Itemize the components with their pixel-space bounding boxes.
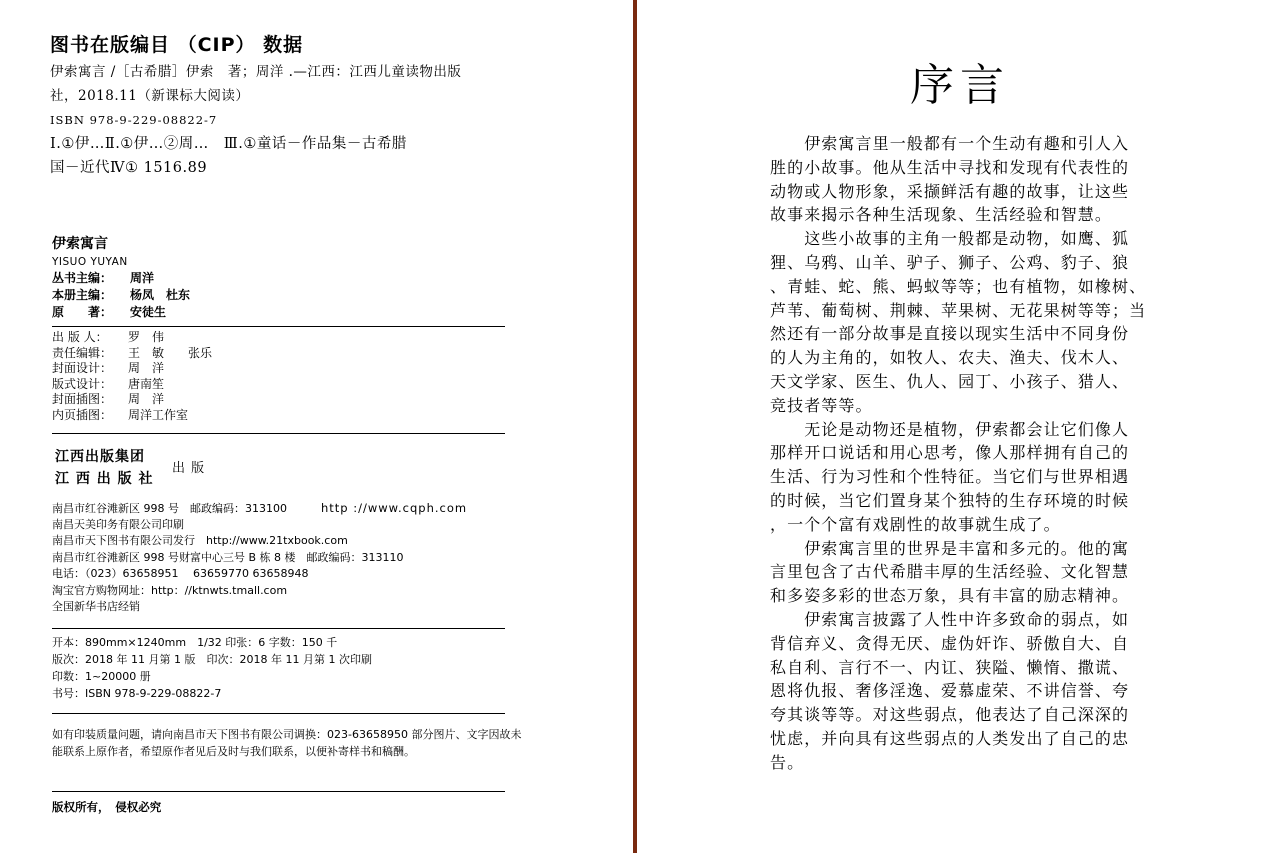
preface-line: 天文学家、医生、仇人、园丁、小孩子、猎人、	[770, 371, 1130, 391]
staff-value: 王 敏 张乐	[128, 345, 213, 360]
cip-classification: Ⅰ.①伊…Ⅱ.①伊…②周… Ⅲ.①童话－作品集－古希腊	[50, 136, 407, 152]
cip-line: 社，2018.11（新课标大阅读）	[50, 88, 250, 104]
preface-line: 芦苇、葡萄树、荆棘、苹果树、无花果树等等；当	[770, 300, 1147, 320]
preface-line: 动物或人物形象，采撷鲜活有趣的故事，让这些	[770, 181, 1130, 201]
book-spine	[633, 0, 637, 853]
publisher-url: http ://www.cqph.com	[320, 501, 468, 515]
preface-line: 生活、行为习性和个性特征。当它们与世界相遇	[770, 467, 1130, 487]
preface-line: 胜的小故事。他从生活中寻找和发现有代表性的	[770, 157, 1130, 177]
preface-line: 言里包含了古代希腊丰厚的生活经验、文化智慧	[770, 562, 1130, 582]
preface-line: 的人为主角的，如牧人、农夫、渔夫、伐木人、	[770, 348, 1130, 368]
preface-line: 、青蛙、蛇、熊、蚂蚁等等；也有植物，如橡树、	[770, 276, 1147, 296]
preface-line: 竞技者等等。	[770, 395, 873, 415]
credit-value: 杨凤 杜东	[130, 288, 191, 302]
preface-line: 伊索寓言里一般都有一个生动有趣和引人入	[770, 134, 1130, 153]
preface-line: 夸其谈等等。对这些弱点，他表达了自己深深的	[770, 705, 1130, 725]
book-info	[52, 234, 512, 321]
book-pinyin: YISUO YUYAN	[52, 256, 128, 268]
staff-label: 出 版 人：	[52, 330, 108, 344]
preface-line: ，一个个富有戏剧性的故事就生成了。	[770, 514, 1061, 534]
copyright-notice: 版权所有， 侵权必究	[52, 800, 162, 814]
credit-row	[52, 304, 512, 321]
specs-block	[52, 634, 522, 702]
imprint-row: 电话：（023）63658951 63659770 63658948	[52, 567, 309, 580]
preface-line: 那样开口说话和用心思考，像人那样拥有自己的	[770, 443, 1130, 463]
spec-row: 印数：1~20000 册	[52, 670, 151, 683]
cip-title: 图书在版编目 （CIP） 数据	[50, 34, 304, 56]
imprint-row: 南昌市天下图书有限公司发行 http://www.21txbook.com	[52, 534, 348, 547]
credit-label: 本册主编：	[52, 288, 113, 302]
credit-label: 原 著：	[52, 305, 113, 319]
publisher-group: 江西出版集团	[55, 449, 145, 465]
staff-label: 封面插图：	[52, 392, 113, 406]
credit-row	[52, 287, 512, 304]
staff-label: 责任编辑：	[52, 345, 113, 360]
staff-list	[52, 330, 512, 423]
staff-row	[52, 330, 512, 346]
staff-row	[52, 377, 512, 393]
divider	[52, 433, 505, 434]
publisher-block	[55, 446, 255, 492]
staff-value: 周 洋	[128, 361, 165, 375]
staff-label: 版式设计：	[52, 376, 113, 391]
staff-value: 罗 伟	[128, 330, 165, 344]
publisher-suffix: 出 版	[172, 461, 206, 476]
staff-row	[52, 346, 512, 362]
spec-row: 书号：ISBN 978-9-229-08822-7	[52, 687, 222, 700]
staff-row	[52, 408, 512, 424]
imprint-row: 淘宝官方购物网址：http：//ktnwts.tmall.com	[52, 583, 288, 597]
credit-row	[52, 270, 512, 287]
cip-line: 伊索寓言 /［古希腊］伊索 著；周洋 .—江西：江西儿童读物出版	[50, 64, 462, 80]
divider	[52, 628, 505, 629]
credit-value: 安徒生	[130, 305, 167, 319]
preface-line: 伊索寓言披露了人性中许多致命的弱点，如	[770, 609, 1130, 629]
cip-isbn: ISBN 978-9-229-08822-7	[50, 113, 218, 127]
imprint-row: 全国新华书店经销	[52, 600, 140, 613]
preface-line: 和多姿多彩的世态万象，具有丰富的励志精神。	[770, 586, 1130, 606]
divider	[52, 713, 505, 714]
preface-line: 这些小故事的主角一般都是动物，如鹰、狐	[770, 229, 1130, 249]
preface-line: 故事来揭示各种生活现象、生活经验和智慧。	[770, 205, 1113, 225]
preface-line: 然还有一部分故事是直接以现实生活中不同身份	[770, 324, 1130, 344]
divider	[52, 326, 505, 327]
imprint-address: 南昌市红谷滩新区 998 号 邮政编码：313100	[52, 502, 287, 515]
imprint-row: 南昌市红谷滩新区 998 号财富中心三号 B 栋 8 楼 邮政编码：313110	[52, 550, 404, 564]
imprint-block	[52, 500, 522, 616]
preface-line: 告。	[770, 752, 805, 772]
preface-line: 私自利、言行不一、内讧、狭隘、懒惰、撒谎、	[770, 657, 1130, 677]
preface-line: 狸、乌鸦、山羊、驴子、狮子、公鸡、豹子、狼	[770, 252, 1130, 272]
imprint-row	[52, 500, 522, 517]
staff-label: 封面设计：	[52, 361, 113, 375]
preface-line: 的时候，当它们置身某个独特的生存环境的时候	[770, 490, 1130, 510]
imprint-row: 南昌天美印务有限公司印刷	[52, 517, 184, 531]
staff-value: 唐南笙	[128, 376, 165, 391]
staff-label: 内页插图：	[52, 407, 113, 422]
preface-line: 忧虑，并向具有这些弱点的人类发出了自己的忠	[770, 728, 1130, 748]
staff-row	[52, 361, 512, 377]
staff-value: 周 洋	[128, 392, 165, 406]
publisher-house: 江 西 出 版 社	[55, 471, 154, 487]
credit-label: 丛书主编：	[52, 271, 113, 285]
preface-title: 序言	[910, 60, 1010, 111]
cip-classification: 国－近代Ⅳ① 1516.89	[50, 160, 208, 176]
spec-row: 开本：890mm×1240mm 1/32 印张：6 字数：150 千	[52, 636, 338, 649]
preface-line: 背信弃义、贪得无厌、虚伪奸诈、骄傲自大、自	[770, 633, 1130, 653]
cip-block	[50, 30, 550, 180]
preface-line: 伊索寓言里的世界是丰富和多元的。他的寓	[770, 538, 1130, 558]
quality-notice: 如有印装质量问题，请向南昌市天下图书有限公司调换：023-63658950 部分图片、文字因故未能联系上原作者，希望原作者见后及时与我们联系，以便补寄样书和稿酬。	[52, 728, 522, 758]
preface-line: 无论是动物还是植物，伊索都会让它们像人	[770, 419, 1130, 439]
staff-row	[52, 392, 512, 408]
credit-value: 周洋	[130, 271, 155, 285]
book-title: 伊索寓言	[52, 236, 108, 252]
staff-value: 周洋工作室	[128, 407, 189, 422]
divider	[52, 791, 505, 792]
preface-body	[770, 132, 1190, 775]
spec-row: 版次：2018 年 11 月第 1 版 印次：2018 年 11 月第 1 次印刷	[52, 653, 372, 666]
preface-line: 恩将仇报、奢侈淫逸、爱慕虚荣、不讲信誉、夸	[770, 681, 1130, 701]
